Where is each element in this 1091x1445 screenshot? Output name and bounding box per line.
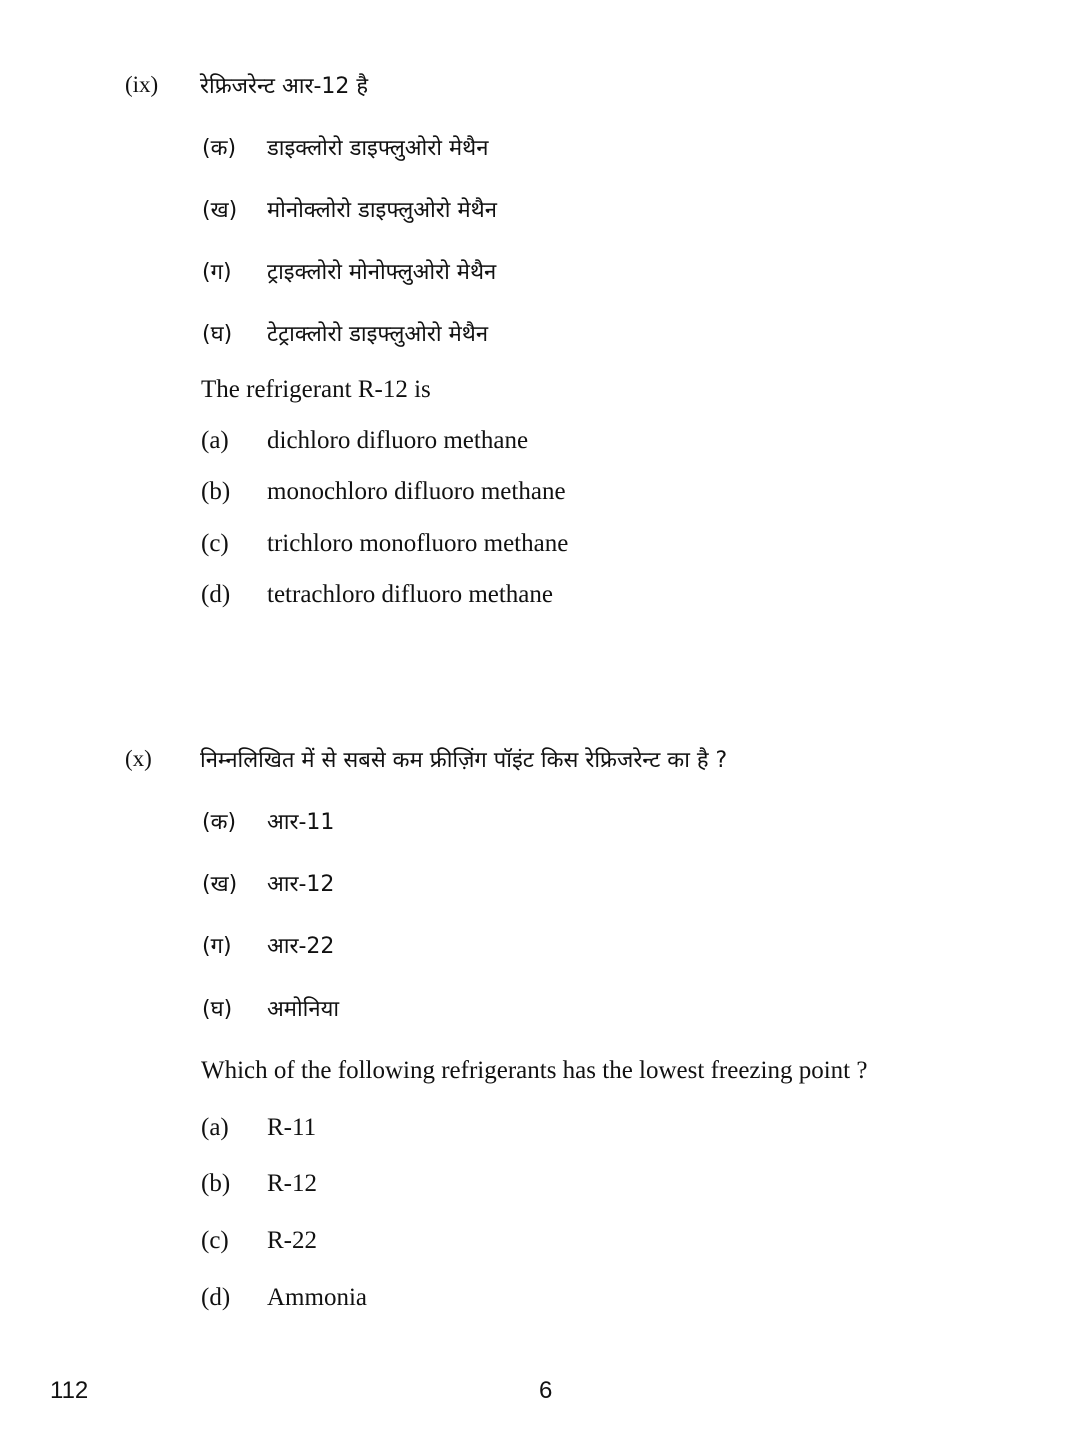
option-label-hindi: (ग) bbox=[202, 934, 232, 959]
option-text-hindi: डाइक्लोरो डाइफ्लुओरो मेथैन bbox=[267, 136, 489, 161]
option-text-hindi: अमोनिया bbox=[267, 997, 340, 1022]
option-text: tetrachloro difluoro methane bbox=[267, 581, 553, 608]
option-label: (b) bbox=[201, 478, 231, 505]
option-label-hindi: (घ) bbox=[202, 322, 233, 347]
option-text-hindi: आर-22 bbox=[267, 934, 335, 959]
page-number: 6 bbox=[539, 1377, 553, 1404]
option-label-hindi: (क) bbox=[202, 810, 237, 835]
option-text: monochloro difluoro methane bbox=[267, 478, 566, 505]
option-label-hindi: (घ) bbox=[202, 997, 233, 1022]
question-stem-hindi: निम्नलिखित में से सबसे कम फ्रीज़िंग पॉइंट किस रेफ्रिजरेन्ट का है ? bbox=[200, 748, 728, 773]
option-label-hindi: (ख) bbox=[202, 198, 238, 223]
option-text: dichloro difluoro methane bbox=[267, 427, 529, 454]
question-number: (x) bbox=[125, 746, 152, 771]
option-text: R-11 bbox=[267, 1114, 317, 1141]
option-text-hindi: टेट्राक्लोरो डाइफ्लुओरो मेथैन bbox=[267, 322, 489, 347]
option-text-hindi: मोनोक्लोरो डाइफ्लुओरो मेथैन bbox=[267, 198, 497, 223]
question-stem-english: The refrigerant R-12 is bbox=[201, 376, 431, 403]
option-text: Ammonia bbox=[267, 1284, 367, 1311]
option-text-hindi: आर-12 bbox=[267, 872, 335, 897]
paper-code: 112 bbox=[50, 1377, 89, 1404]
option-label: (d) bbox=[201, 1284, 231, 1311]
option-label: (c) bbox=[201, 1227, 229, 1254]
option-label: (b) bbox=[201, 1170, 231, 1197]
option-text: R-22 bbox=[267, 1227, 317, 1254]
question-number: (ix) bbox=[125, 72, 159, 97]
option-text: trichloro monofluoro methane bbox=[267, 530, 569, 557]
question-stem-english: Which of the following refrigerants has the lowest freezing point ? bbox=[201, 1057, 868, 1084]
option-text-hindi: ट्राइक्लोरो मोनोफ्लुओरो मेथैन bbox=[267, 260, 497, 285]
option-label: (a) bbox=[201, 427, 229, 454]
option-label-hindi: (ग) bbox=[202, 260, 232, 285]
question-stem-hindi: रेफ्रिजरेन्ट आर-12 है bbox=[200, 74, 369, 99]
option-label: (c) bbox=[201, 530, 229, 557]
option-text-hindi: आर-11 bbox=[267, 810, 335, 835]
option-label: (d) bbox=[201, 581, 231, 608]
option-text: R-12 bbox=[267, 1170, 317, 1197]
option-label: (a) bbox=[201, 1114, 229, 1141]
option-label-hindi: (ख) bbox=[202, 872, 238, 897]
option-label-hindi: (क) bbox=[202, 136, 237, 161]
